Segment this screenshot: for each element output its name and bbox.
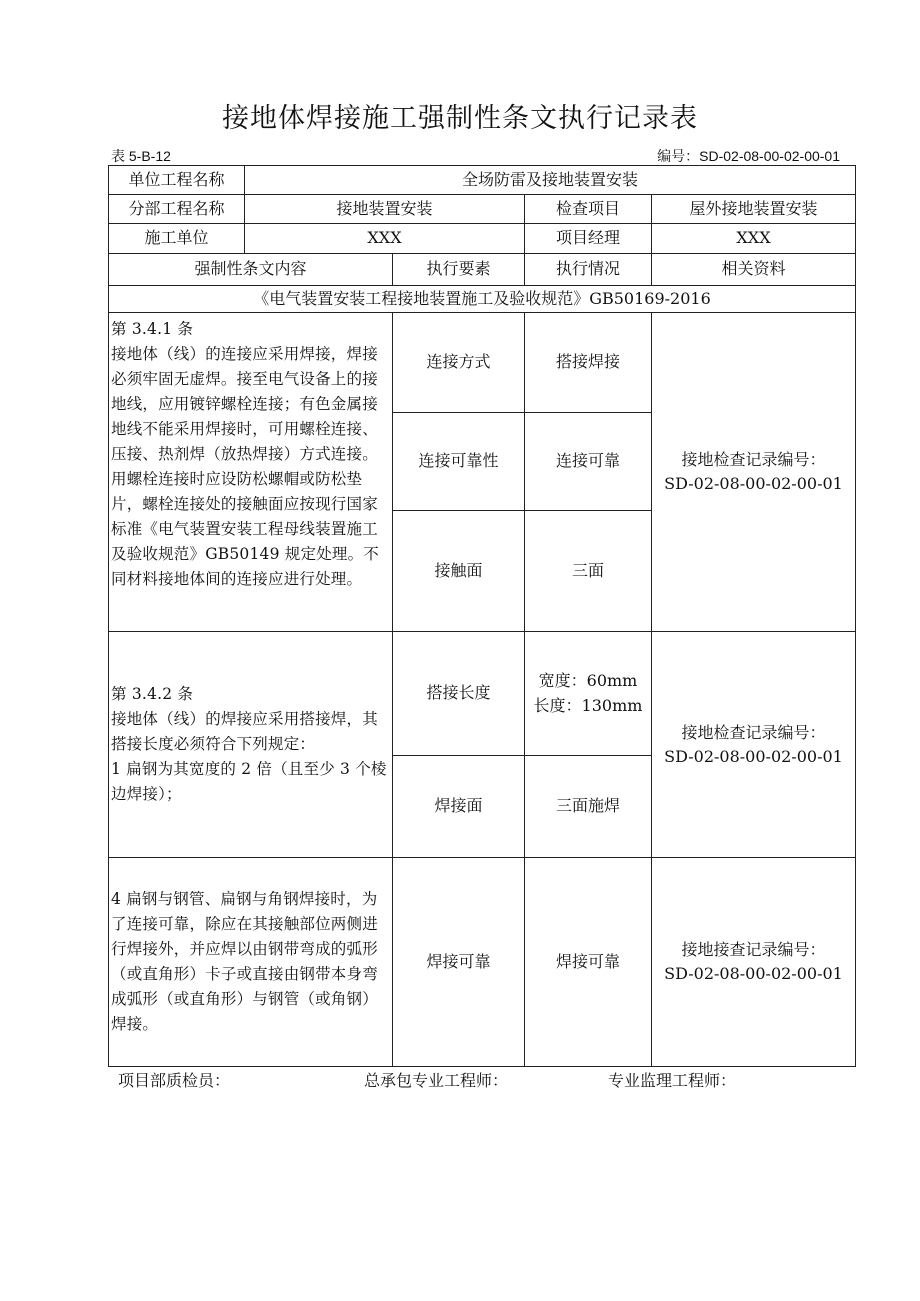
unit-project-label: 单位工程名称 — [108, 165, 245, 195]
section-1-element-3: 接触面 — [392, 510, 525, 632]
section-3-doc-label: 接地接查记录编号： — [681, 940, 826, 959]
section-1-doc-label: 接地检查记录编号： — [681, 450, 826, 469]
section-2-doc-label: 接地检查记录编号： — [681, 722, 826, 742]
section-1-clause: 第 3.4.1 条 — [111, 320, 194, 338]
page-title: 接地体焊接施工强制性条文执行记录表 — [222, 103, 698, 134]
section-1-status-1: 搭接焊接 — [524, 312, 652, 413]
standard-title: 《电气装置安装工程接地装置施工及验收规范》GB50169-2016 — [108, 285, 856, 313]
section-2-status-1: 宽度：60mm 长度：130mm — [524, 631, 652, 756]
section-2-element-1: 搭接长度 — [392, 631, 525, 756]
section-1-doc-number: SD-02-08-00-02-00-01 — [664, 474, 843, 493]
unit-project-value: 全场防雷及接地装置安装 — [244, 165, 856, 195]
column-header-content: 强制性条文内容 — [108, 253, 393, 286]
check-item-value: 屋外接地装置安装 — [651, 194, 856, 224]
qc-inspector-signature: 项目部质检员： — [118, 1071, 231, 1090]
column-header-docs: 相关资料 — [651, 253, 856, 286]
section-1-docs — [651, 312, 856, 632]
section-2-status-2: 三面施焊 — [524, 755, 652, 858]
contractor-engineer-signature: 总承包专业工程师： — [364, 1071, 509, 1090]
section-2-doc-number: SD-02-08-00-02-00-01 — [664, 746, 843, 766]
column-header-elements: 执行要素 — [392, 253, 525, 286]
manager-value: XXX — [651, 223, 856, 254]
section-1-content — [108, 312, 393, 632]
manager-label: 项目经理 — [524, 223, 652, 254]
section-2-text: 接地体（线）的焊接应采用搭接焊，其搭接长度必须符合下列规定： 1 扁钢为其宽度的 2 倍（且至少 3 个棱边焊接）； — [111, 710, 387, 803]
section-3-docs — [651, 857, 856, 1067]
contractor-label: 施工单位 — [108, 223, 245, 254]
section-3-text: 4 扁钢与钢管、扁钢与角钢焊接时，为了连接可靠，除应在其接触部位两侧进行焊接外，并应焊以由钢带弯成的弧形（或直角形）卡子或直接由钢带本身弯成弧形（或直角形）与钢管（或角钢）焊接。 — [111, 890, 378, 1033]
section-1-status-3: 三面 — [524, 510, 652, 632]
section-1-element-2: 连接可靠性 — [392, 412, 525, 511]
section-3-content — [108, 857, 393, 1067]
contractor-value: XXX — [244, 223, 525, 254]
column-header-status: 执行情况 — [524, 253, 652, 286]
serial-number: 编号：SD-02-08-00-02-00-01 — [657, 148, 840, 164]
section-2-docs — [651, 631, 856, 858]
sub-project-label: 分部工程名称 — [108, 194, 245, 224]
supervising-engineer-signature: 专业监理工程师： — [608, 1071, 737, 1090]
section-2-clause: 第 3.4.2 条 — [111, 685, 194, 703]
check-item-label: 检查项目 — [524, 194, 652, 224]
section-2-element-2: 焊接面 — [392, 755, 525, 858]
section-3-status-1: 焊接可靠 — [524, 857, 652, 1067]
form-number: 表 5-B-12 — [111, 148, 171, 164]
section-2-content — [108, 631, 393, 858]
section-1-text: 接地体（线）的连接应采用焊接，焊接必须牢固无虚焊。接至电气设备上的接地线，应用镀锌螺栓连接；有色金属接地线不能采用焊接时，可用螺栓连接、压接、热剂焊（放热焊接）方式连接。用螺栓连接时应设防松螺帽或防松垫片，螺栓连接处的接触面应按现行国家标准《电气装置安装工程母线装置施工及验收规范》GB50149 规定处理。不同材料接地体间的连接应进行处理。 — [111, 345, 380, 588]
section-3-element-1: 焊接可靠 — [392, 857, 525, 1067]
section-3-doc-number: SD-02-08-00-02-00-01 — [664, 964, 843, 983]
sub-project-value: 接地装置安装 — [244, 194, 525, 224]
section-1-status-2: 连接可靠 — [524, 412, 652, 511]
section-1-element-1: 连接方式 — [392, 312, 525, 413]
